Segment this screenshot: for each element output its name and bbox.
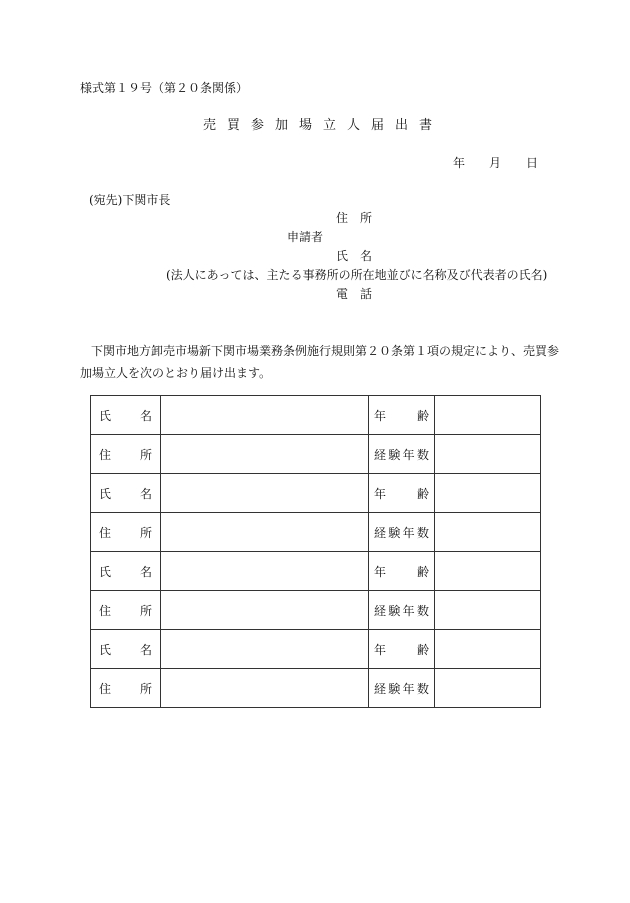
right-label (374, 641, 429, 658)
label-char: 年 (402, 603, 415, 618)
label-char: 験 (388, 447, 401, 462)
table-row (91, 591, 541, 630)
table-row (91, 630, 541, 669)
entry-field-right[interactable] (435, 630, 541, 669)
left-label (99, 446, 152, 463)
label-char: 所 (139, 681, 152, 696)
entry-field-right[interactable] (435, 591, 541, 630)
right-label-cell (369, 552, 435, 591)
right-label-cell (369, 435, 435, 474)
label-char: 年 (402, 525, 415, 540)
left-label (99, 563, 152, 580)
left-label-cell (91, 669, 161, 708)
entry-field-right[interactable] (435, 435, 541, 474)
applicant-address-label: 住 所 (336, 211, 373, 225)
left-label-cell (91, 630, 161, 669)
entry-field-left[interactable] (161, 630, 369, 669)
label-char: 年 (374, 564, 387, 579)
label-char: 験 (388, 681, 401, 696)
label-char: 住 (99, 603, 112, 618)
date-month: 月 (489, 156, 502, 170)
label-char: 氏 (99, 486, 112, 501)
entry-field-left[interactable] (161, 474, 369, 513)
participant-table (90, 395, 541, 708)
form-number: 様式第１９号（第２０条関係） (80, 81, 249, 95)
label-char: 年 (374, 486, 387, 501)
applicant-note: (法人にあっては、主たる事務所の所在地並びに名称及び代表者の氏名) (166, 268, 548, 282)
entry-field-right[interactable] (435, 396, 541, 435)
entry-field-right[interactable] (435, 552, 541, 591)
left-label-cell (91, 591, 161, 630)
applicant-label: 申請者 (287, 230, 324, 244)
label-char: 齢 (416, 564, 429, 579)
right-label-cell (369, 396, 435, 435)
label-char: 年 (374, 408, 387, 423)
left-label-cell (91, 552, 161, 591)
table-row (91, 552, 541, 591)
right-label-cell (369, 630, 435, 669)
entry-field-left[interactable] (161, 513, 369, 552)
left-label (99, 407, 152, 424)
label-char: 験 (388, 603, 401, 618)
date-day: 日 (526, 156, 539, 170)
table-row (91, 396, 541, 435)
right-label (374, 563, 429, 580)
label-char: 数 (416, 447, 429, 462)
left-label-cell (91, 435, 161, 474)
right-label (374, 407, 429, 424)
right-label-cell (369, 591, 435, 630)
label-char: 数 (416, 525, 429, 540)
right-label (374, 524, 429, 541)
label-char: 経 (374, 525, 387, 540)
label-char: 齢 (416, 486, 429, 501)
date-year: 年 (453, 156, 466, 170)
label-char: 名 (139, 408, 152, 423)
body-text: 下関市地方卸売市場新下関市場業務条例施行規則第２０条第１項の規定により、売買参加場立人を次のとおり届け出ます。 (80, 344, 560, 380)
table-row (91, 513, 541, 552)
label-char: 験 (388, 525, 401, 540)
right-label-cell (369, 474, 435, 513)
left-label (99, 641, 152, 658)
label-char: 経 (374, 447, 387, 462)
entry-field-right[interactable] (435, 669, 541, 708)
label-char: 経 (374, 681, 387, 696)
right-label (374, 680, 429, 697)
entry-field-left[interactable] (161, 552, 369, 591)
label-char: 年 (374, 642, 387, 657)
addressee: (宛先)下関市長 (89, 193, 171, 207)
left-label (99, 602, 152, 619)
label-char: 名 (139, 642, 152, 657)
label-char: 住 (99, 681, 112, 696)
entry-field-left[interactable] (161, 669, 369, 708)
label-char: 齢 (416, 642, 429, 657)
entry-field-right[interactable] (435, 513, 541, 552)
label-char: 数 (416, 603, 429, 618)
label-char: 住 (99, 525, 112, 540)
entry-field-left[interactable] (161, 591, 369, 630)
left-label (99, 485, 152, 502)
label-char: 年 (402, 681, 415, 696)
right-label-cell (369, 513, 435, 552)
label-char: 名 (139, 564, 152, 579)
label-char: 所 (139, 525, 152, 540)
label-char: 所 (139, 603, 152, 618)
entry-field-left[interactable] (161, 435, 369, 474)
label-char: 住 (99, 447, 112, 462)
left-label-cell (91, 396, 161, 435)
right-label-cell (369, 669, 435, 708)
applicant-name-label: 氏 名 (336, 249, 373, 263)
label-char: 経 (374, 603, 387, 618)
table-row (91, 474, 541, 513)
left-label (99, 524, 152, 541)
label-char: 氏 (99, 642, 112, 657)
right-label (374, 602, 429, 619)
label-char: 年 (402, 447, 415, 462)
label-char: 所 (139, 447, 152, 462)
table-row (91, 435, 541, 474)
label-char: 名 (139, 486, 152, 501)
label-char: 数 (416, 681, 429, 696)
label-char: 氏 (99, 408, 112, 423)
table-row (91, 669, 541, 708)
left-label-cell (91, 474, 161, 513)
left-label-cell (91, 513, 161, 552)
right-label (374, 485, 429, 502)
document-title: 売買参加場立人届出書 (203, 118, 444, 133)
label-char: 氏 (99, 564, 112, 579)
entry-field-right[interactable] (435, 474, 541, 513)
entry-field-left[interactable] (161, 396, 369, 435)
right-label (374, 446, 429, 463)
label-char: 齢 (416, 408, 429, 423)
applicant-phone-label: 電 話 (336, 287, 373, 301)
left-label (99, 680, 152, 697)
